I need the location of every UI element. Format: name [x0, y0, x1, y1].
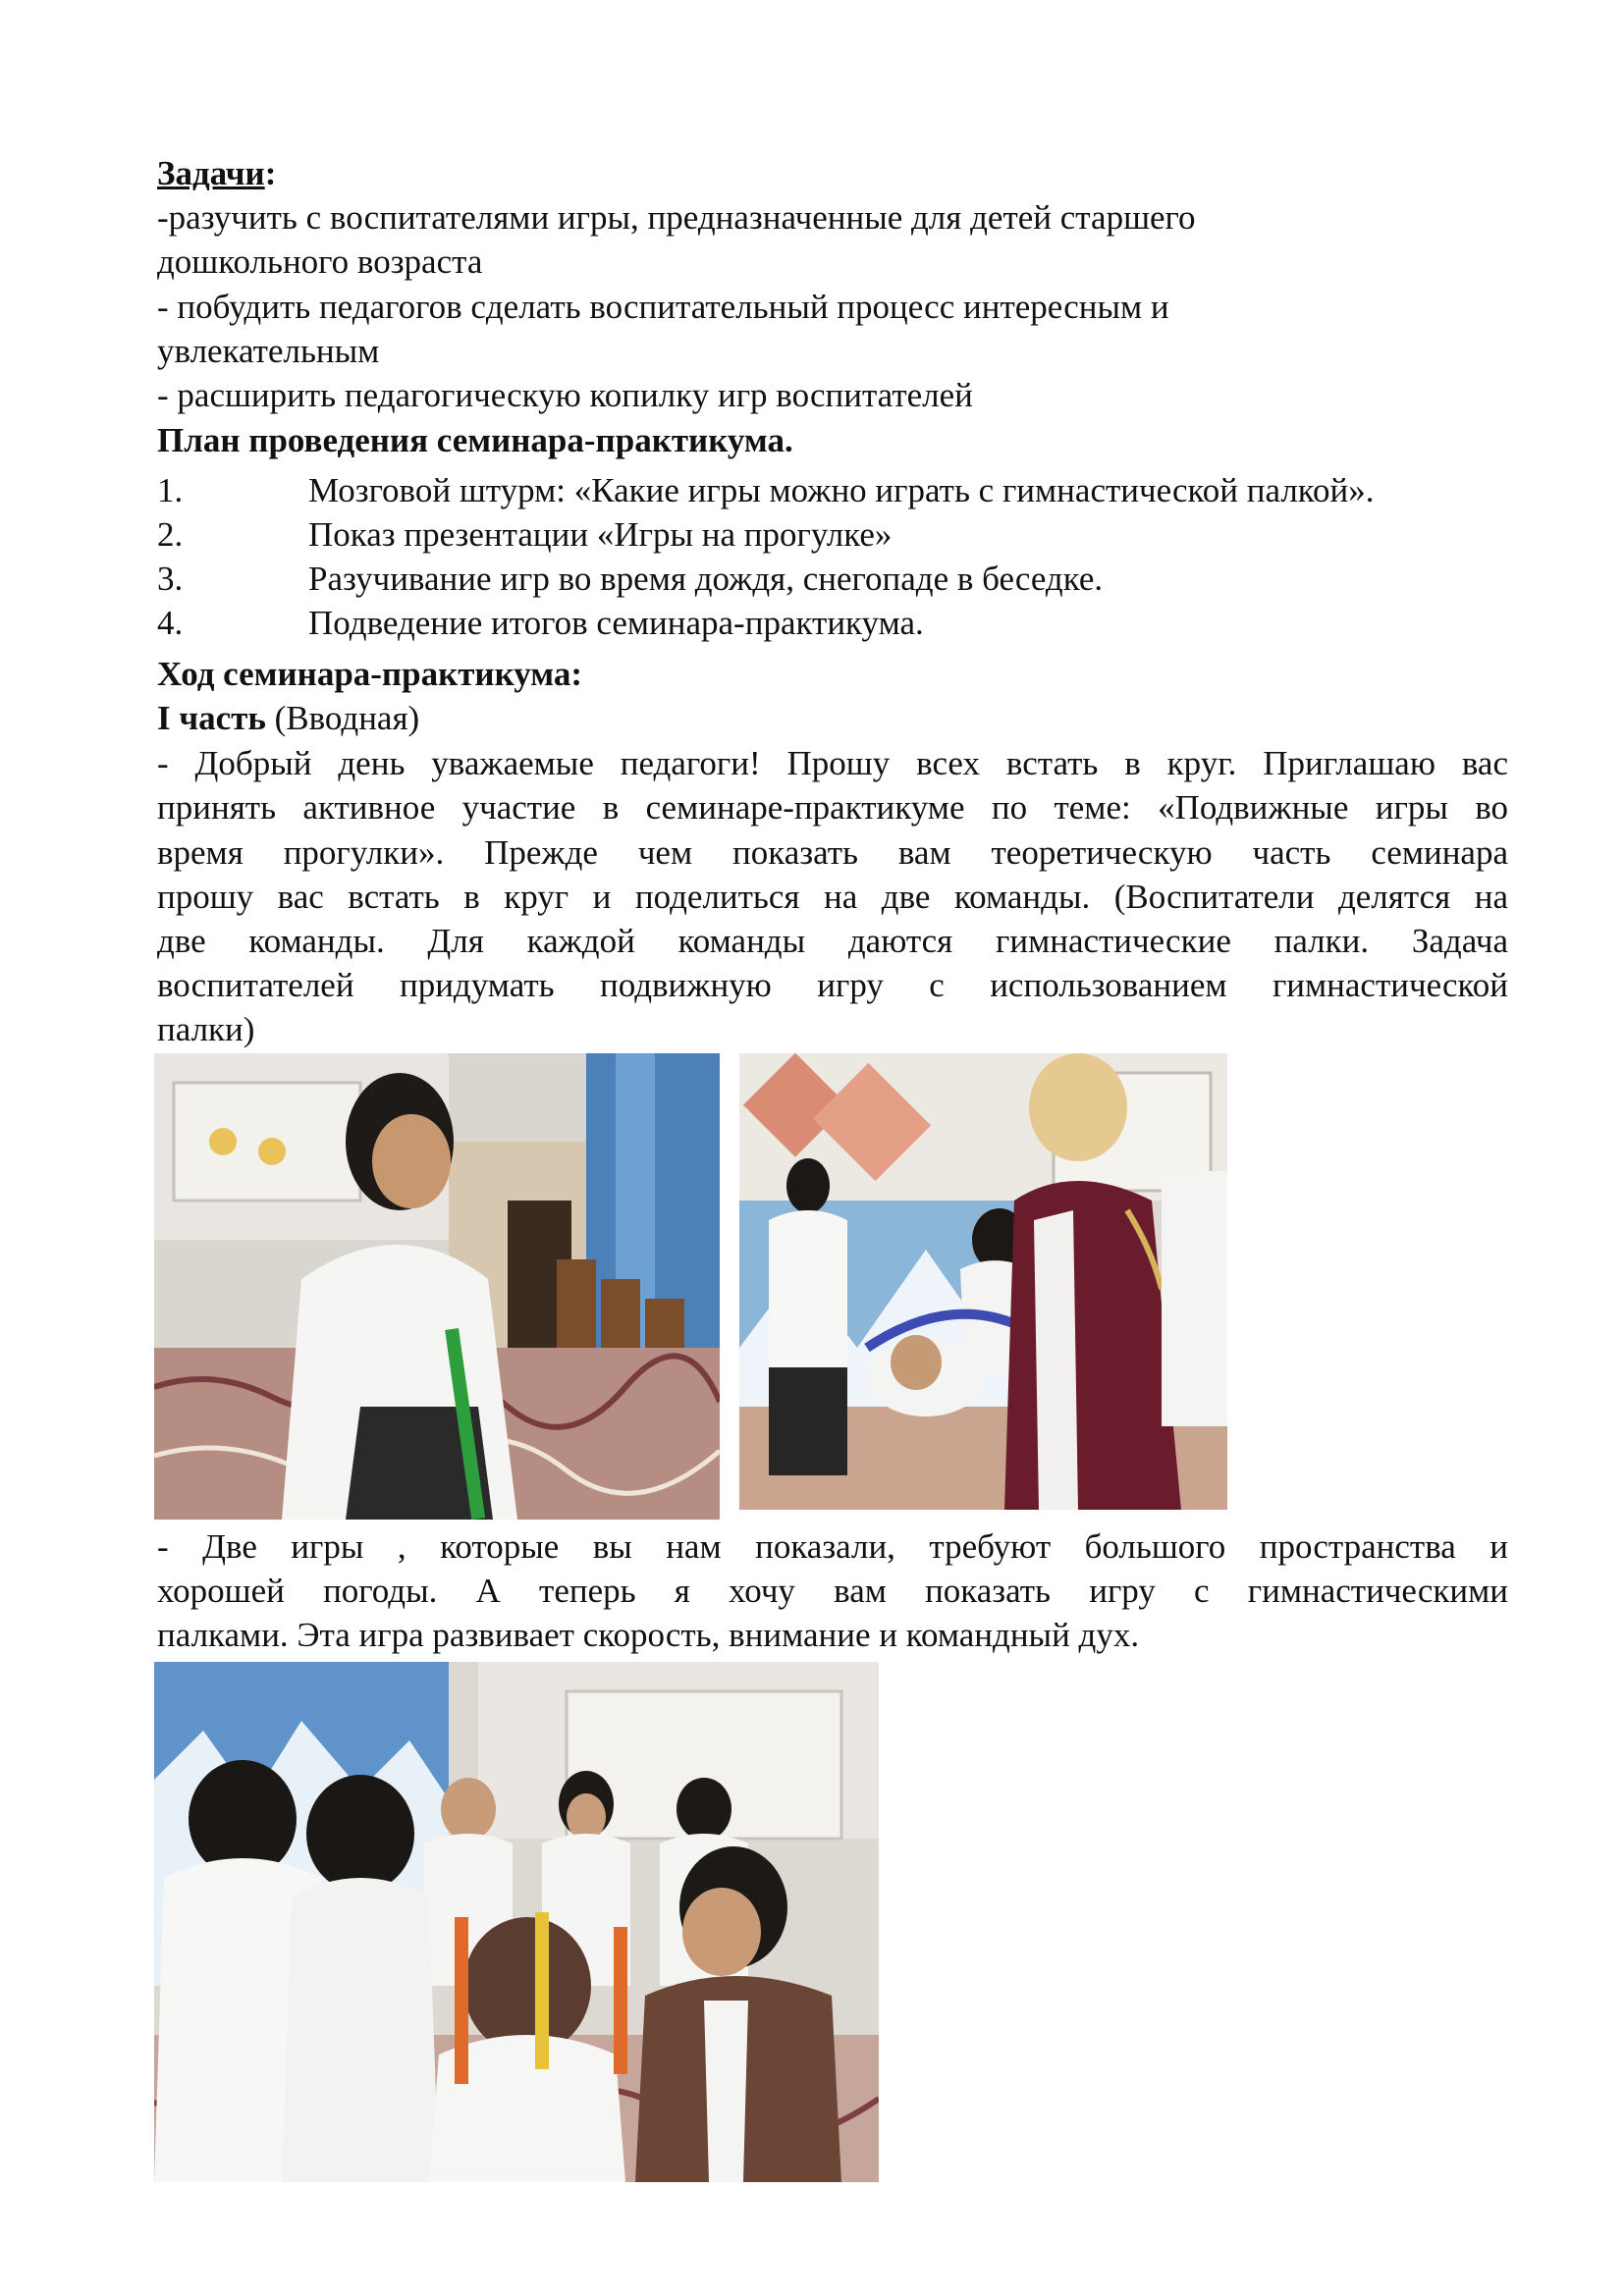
tasks-heading	[157, 151, 276, 195]
photo-teachers-circle	[154, 1662, 879, 2182]
plan-heading: План проведения семинара-практикума.	[157, 421, 793, 459]
intro-line-6: воспитателей придумать подвижную игру с использованием гимнастической	[157, 966, 1508, 1004]
photo-teacher-with-green-stick-image	[154, 1053, 720, 1520]
photo-stick-game-image	[739, 1053, 1227, 1510]
photo-stick-game	[739, 1053, 1227, 1510]
photo-teacher-with-green-stick	[154, 1053, 720, 1520]
intro-line-1: - Добрый день уважаемые педагоги! Прошу всех встать в круг. Приглашаю вас	[157, 744, 1508, 782]
photo-teachers-circle-image	[154, 1662, 879, 2182]
plan-item-number: 2.	[157, 515, 184, 554]
plan-item-number: 3.	[157, 560, 184, 598]
after-photos-line-2: хорошей погоды. А теперь я хочу вам показать игру с гимнастическими	[157, 1572, 1508, 1610]
task-line-5: - расширить педагогическую копилку игр воспитателей	[157, 376, 973, 414]
plan-item-text: Мозговой штурм: «Какие игры можно играть с гимнастической палкой».	[308, 471, 1375, 509]
part-heading	[157, 696, 419, 740]
part-note: (Вводная)	[265, 699, 420, 737]
task-line-4: увлекательным	[157, 332, 380, 370]
intro-line-7: палки)	[157, 1010, 255, 1048]
task-line-1: -разучить с воспитателями игры, предназначенные для детей старшего	[157, 198, 1196, 237]
plan-item-text: Подведение итогов семинара-практикума.	[308, 604, 924, 642]
plan-item-number: 1.	[157, 471, 184, 509]
tasks-heading-colon: :	[264, 154, 277, 192]
after-photos-line-3: палками. Эта игра развивает скорость, внимание и командный дух.	[157, 1616, 1140, 1654]
intro-line-4: прошу вас встать в круг и поделиться на две команды. (Воспитатели делятся на	[157, 878, 1508, 916]
tasks-heading-text: Задачи	[157, 154, 265, 192]
intro-line-3: время прогулки». Прежде чем показать вам теоретическую часть семинара	[157, 833, 1508, 872]
plan-item-number: 4.	[157, 604, 184, 642]
after-photos-line-1: - Две игры , которые вы нам показали, требуют большого пространства и	[157, 1527, 1508, 1566]
intro-line-2: принять активное участие в семинаре-практикуме по теме: «Подвижные игры во	[157, 788, 1508, 827]
part-label: I часть	[157, 699, 266, 737]
course-heading: Ход семинара-практикума:	[157, 655, 583, 693]
task-line-3: - побудить педагогов сделать воспитательный процесс интересным и	[157, 288, 1169, 326]
plan-item-text: Показ презентации «Игры на прогулке»	[308, 515, 893, 554]
plan-item-text: Разучивание игр во время дождя, снегопаде в беседке.	[308, 560, 1104, 598]
task-line-2: дошкольного возраста	[157, 242, 483, 281]
intro-line-5: две команды. Для каждой команды даются гимнастические палки. Задача	[157, 922, 1508, 960]
